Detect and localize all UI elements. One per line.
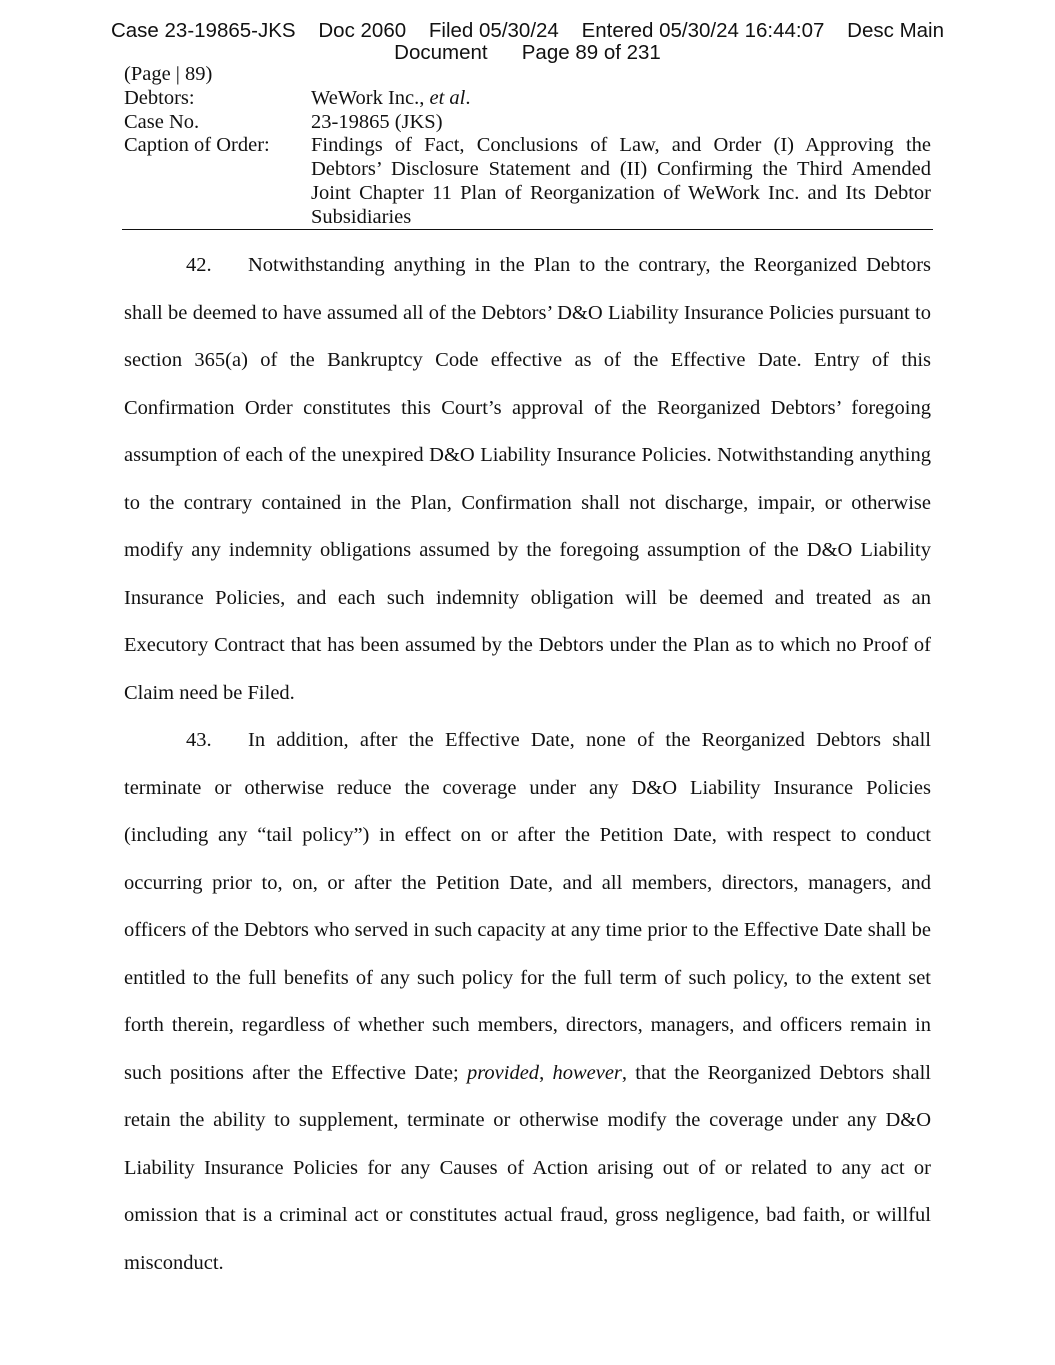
page-reference: (Page | 89) — [124, 63, 213, 85]
debtors-label: Debtors: — [124, 86, 195, 109]
debtors-value: WeWork Inc., et al. — [311, 86, 471, 109]
caption-row — [124, 134, 931, 229]
debtors-row — [124, 87, 931, 111]
paragraph-text: In addition, after the Effective Date, none of the Reorganized Debtors shall terminate or otherwise reduce the coverage under any D&O Liability Insurance Policies (including any “tail policy”) in effect on or after the Petition Date, with respect to conduct occurring prior to, on, or after the Petition Date, and all members, directors, managers, and officers of the Debtors who served in such capacity at any time prior to the Effective Date shall be entitled to the full benefits of any such policy for the full term of such policy, to the extent set forth therein, regardless of whether such members, directors, managers, and officers remain in such positions after the Effective Date; provided, however, that the Reorganized Debtors shall retain the ability to supplement, terminate or otherwise modify the coverage under any D&O Liability Insurance Policies for any Causes of Action arising out of or related to any act or omission that is a criminal act or constitutes actual fraud, gross negligence, bad faith, or willful misconduct. — [124, 729, 931, 1274]
header-divider — [122, 229, 933, 230]
order-body — [124, 242, 931, 1287]
caption-value: Findings of Fact, Conclusions of Law, and Order (I) Approving the Debtors’ Disclosure Statement and (II) Confirming the Third Amended Joint Chapter 11 Plan of Reorganization of WeWork Inc. and Its Debtor Subsidiaries — [311, 134, 931, 228]
page-reference-row — [124, 63, 931, 87]
court-filing-stamp-line2: Document Page 89 of 231 — [394, 41, 661, 64]
caption-label: Caption of Order: — [124, 134, 270, 157]
paragraph-number: 42. — [186, 254, 212, 276]
paragraph-text: Notwithstanding anything in the Plan to the contrary, the Reorganized Debtors shall be deemed to have assumed all of the Debtors’ D&O Liability Insurance Policies pursuant to section 365(a) of the Bankruptcy Code effective as of the Effective Date. Entry of this Confirmation Order constitutes this Court’s approval of the Reorganized Debtors’ foregoing assumption of each of the unexpired D&O Liability Insurance Policies. Notwithstanding anything to the contrary contained in the Plan, Confirmation shall not discharge, impair, or otherwise modify any indemnity obligations assumed by the foregoing assumption of the D&O Liability Insurance Policies, and each such indemnity obligation will be deemed and treated as an Executory Contract that has been assumed by the Debtors under the Plan as to which no Proof of Claim need be Filed. — [124, 254, 931, 704]
court-filing-stamp-line1: Case 23-19865-JKS Doc 2060 Filed 05/30/24 Entered 05/30/24 16:44:07 Desc Main — [110, 19, 945, 42]
case-number-value: 23-19865 (JKS) — [311, 110, 443, 133]
case-number-row — [124, 111, 931, 135]
paragraph-number: 43. — [186, 729, 212, 751]
paragraph-43 — [124, 717, 931, 1287]
case-number-label: Case No. — [124, 110, 200, 133]
order-header — [124, 63, 931, 230]
paragraph-42 — [124, 242, 931, 717]
